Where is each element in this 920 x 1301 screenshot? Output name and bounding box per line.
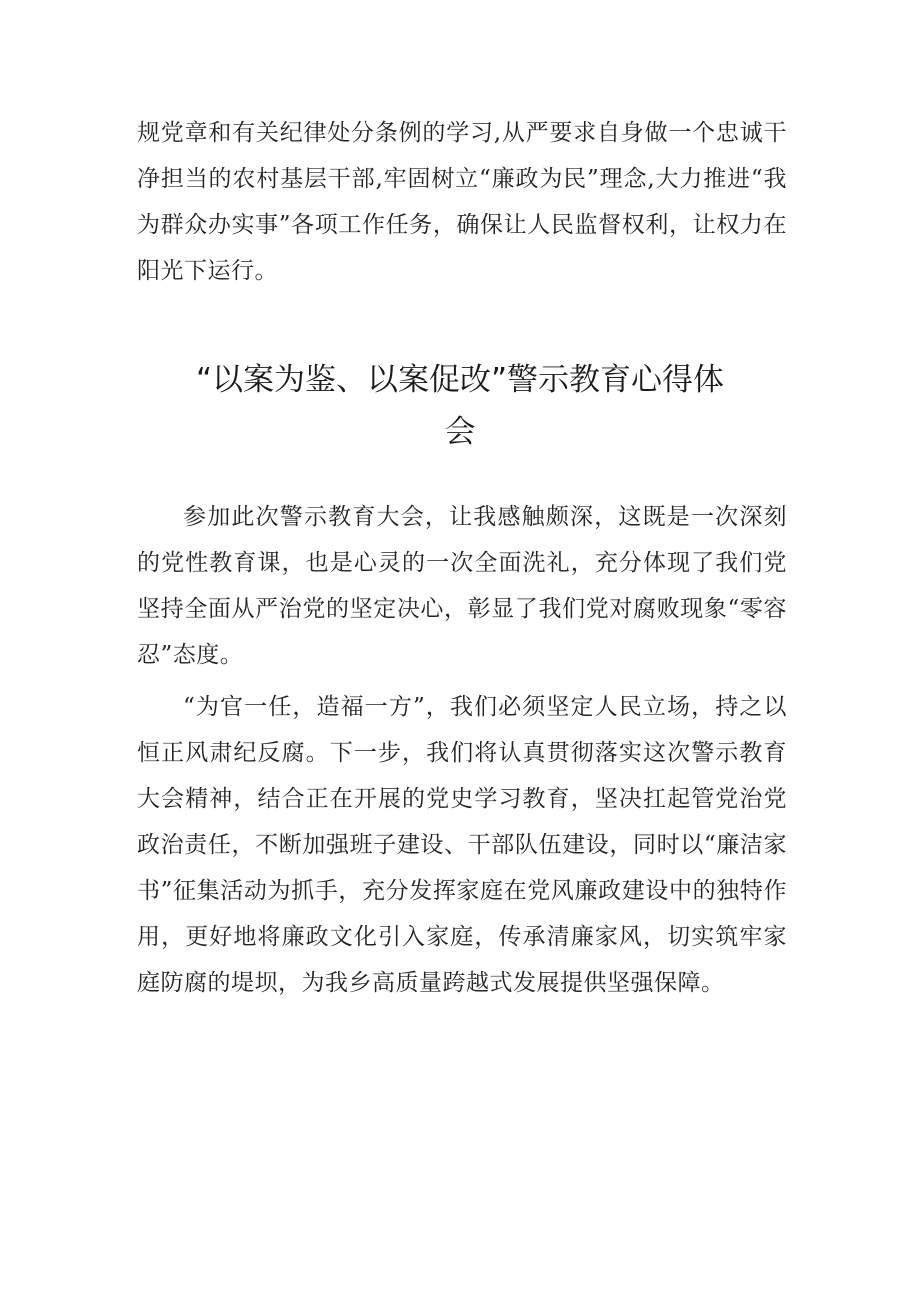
paragraph-1: 参加此次警示教育大会，让我感触颇深，这既是一次深刻的党性教育课，也是心灵的一次全面洗礼，充分体现了我们党坚持全面从严治党的坚定决心，彰显了我们党对腐败现象“零容忍”态度。 — [137, 504, 787, 668]
paragraph-continued: 规党章和有关纪律处分条例的学习,从严要求自身做一个忠诚干净担当的农村基层干部,牢固树立“廉政为民”理念,大力推进“我为群众办实事”各项工作任务，确保让人民监督权利，让权力在阳光下运行。 — [137, 120, 787, 284]
document-title — [180, 354, 740, 458]
title-line-1: “以案为鉴、以案促改”警示教育心得体 — [195, 362, 725, 398]
paragraph-2: “为官一任，造福一方”，我们必须坚定人民立场，持之以恒正风肃纪反腐。下一步，我们将认真贯彻落实这次警示教育大会精神，结合正在开展的党史学习教育，坚决扛起管党治党政治责任，不断加强班子建设、干部队伍建设，同时以“廉洁家书”征集活动为抓手，充分发挥家庭在党风廉政建设中的独特作用，更好地将廉政文化引入家庭，传承清廉家风，切实筑牢家庭防腐的堤坝，为我乡高质量跨越式发展提供坚强保障。 — [137, 694, 787, 996]
title-line-2: 会 — [444, 414, 476, 450]
